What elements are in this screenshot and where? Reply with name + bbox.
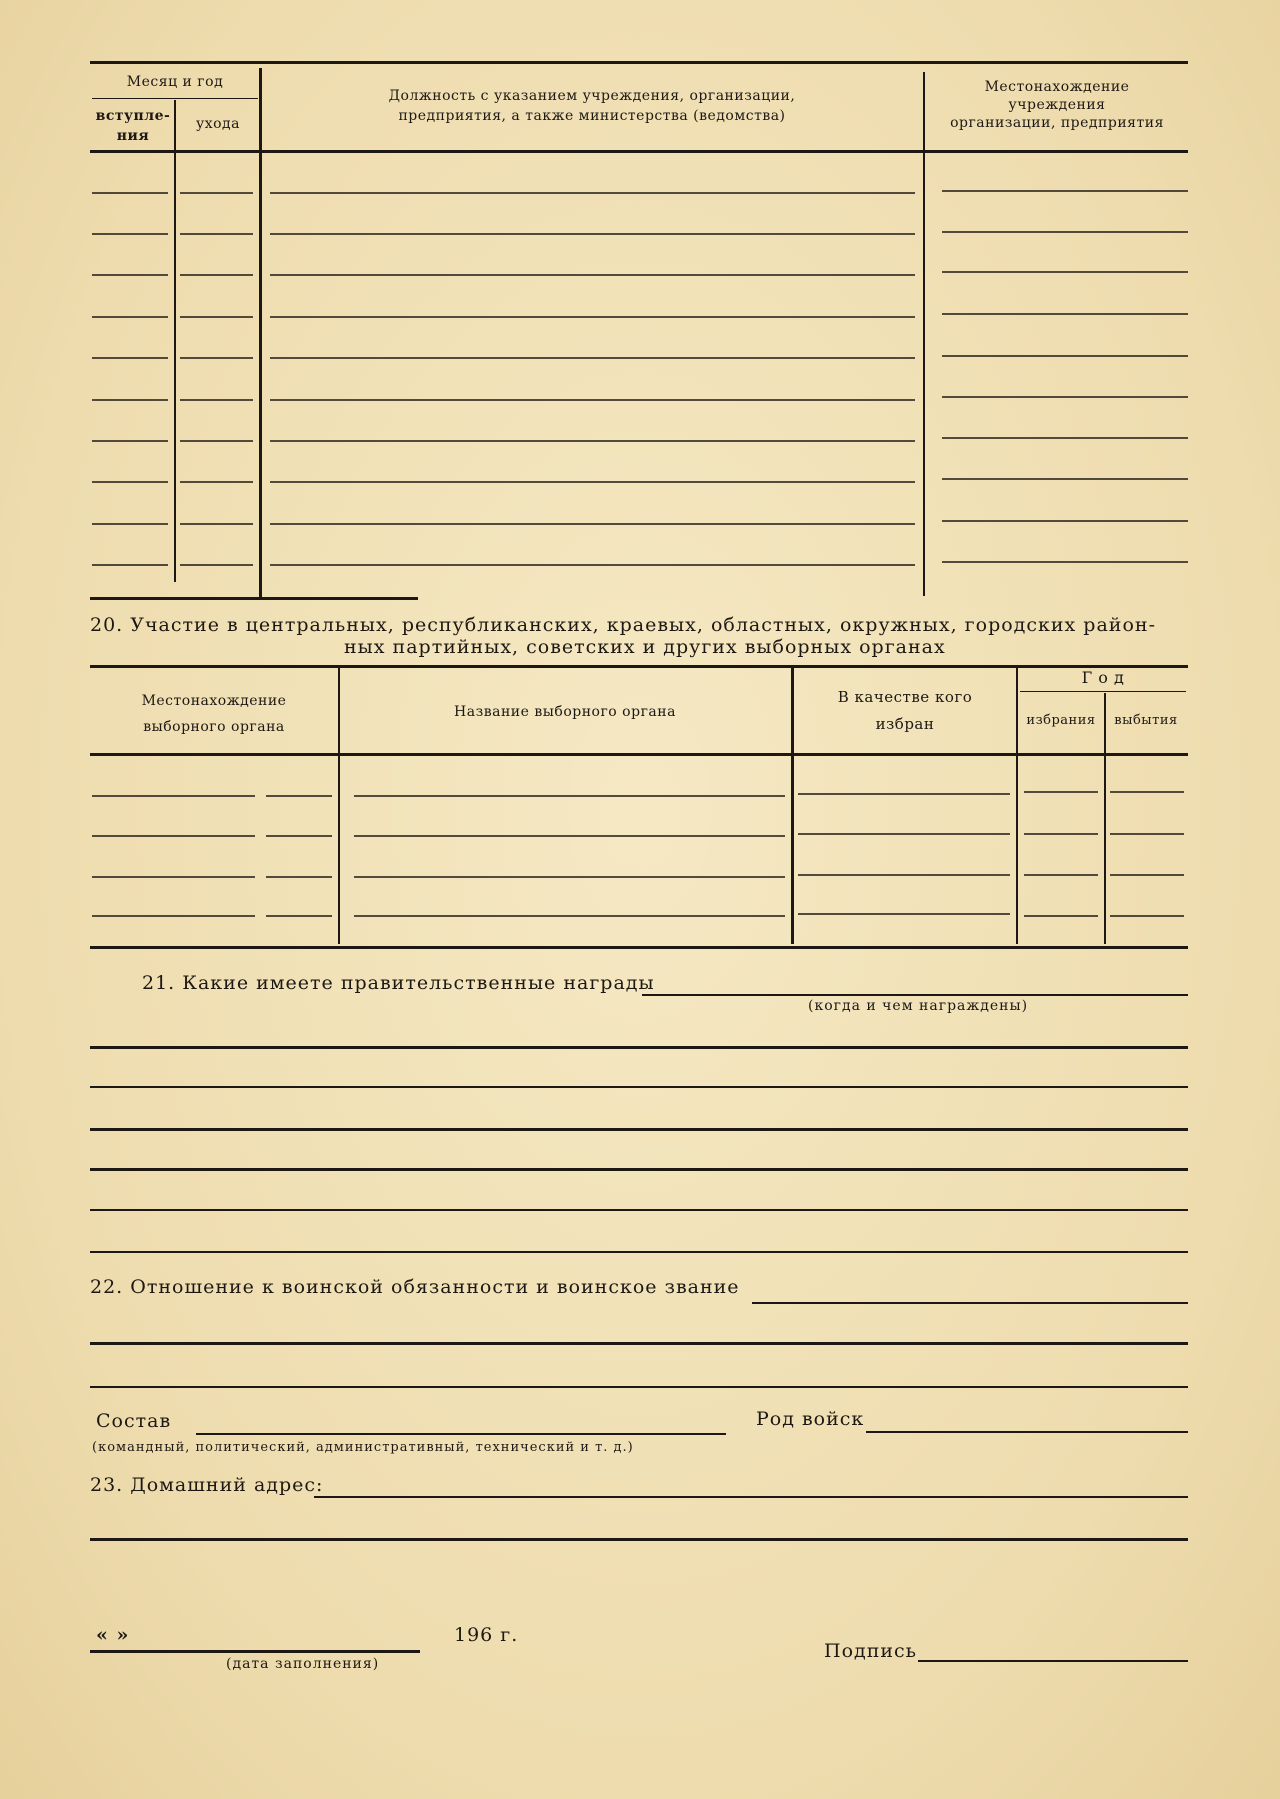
q20-title-line2: ных партийных, советских и других выборных органах: [344, 636, 946, 658]
q20-title-line1: 20. Участие в центральных, республиканских, краевых, областных, окружных, городских район-: [90, 614, 1156, 636]
q21-line-6[interactable]: [90, 1251, 1188, 1253]
q22-answer-line[interactable]: [752, 1302, 1188, 1304]
date-quotes: « »: [96, 1624, 130, 1646]
table20-bottom-border: [90, 946, 1188, 949]
q21-line-2[interactable]: [90, 1086, 1188, 1088]
signature-line[interactable]: [918, 1660, 1188, 1662]
q21-answer-line[interactable]: [642, 994, 1188, 996]
header-position: Должность с указанием учреждения, организации, предприятия, а также министерства (ведомства): [388, 88, 796, 124]
q21-label: 21. Какие имеете правительственные награды: [142, 972, 655, 994]
header-as-whom: В качестве кого избран: [837, 688, 973, 733]
header-leave: ухода: [195, 116, 241, 132]
q22-line-1[interactable]: [90, 1342, 1188, 1345]
composition-answer-line[interactable]: [196, 1433, 726, 1435]
q21-hint: (когда и чем награждены): [808, 998, 1029, 1014]
date-line[interactable]: [90, 1650, 420, 1653]
header-left-year: выбытия: [1114, 713, 1178, 728]
signature-label: Подпись: [824, 1640, 918, 1662]
date-hint: (дата заполнения): [226, 1656, 380, 1672]
year-label: 196 г.: [454, 1624, 519, 1646]
q21-line-1[interactable]: [90, 1046, 1188, 1049]
composition-hint: (командный, политический, административный, технический и т. д.): [92, 1440, 634, 1455]
q23-answer-line[interactable]: [314, 1496, 1188, 1498]
header-year: Г о д: [1081, 668, 1125, 687]
q23-label: 23. Домашний адрес:: [90, 1474, 324, 1496]
q22-label: 22. Отношение к воинской обязанности и воинское звание: [90, 1276, 740, 1298]
table19-row-lines: [0, 0, 1280, 620]
table19-bottom-border: [90, 597, 418, 600]
header-elected-location: Местонахождение выборного органа: [141, 693, 287, 735]
header-elected-name: Название выборного органа: [454, 704, 676, 720]
q21-line-5[interactable]: [90, 1209, 1188, 1211]
q22-line-2[interactable]: [90, 1386, 1188, 1388]
branch-answer-line[interactable]: [866, 1431, 1188, 1433]
q21-line-3[interactable]: [90, 1128, 1188, 1131]
header-year-divider: [1020, 691, 1186, 692]
branch-label: Род войск: [756, 1408, 865, 1430]
composition-label: Состав: [96, 1410, 172, 1432]
table20-row-lines: [0, 740, 1280, 950]
header-month-year: Месяц и год: [126, 74, 224, 90]
header-entry: вступле- ния: [95, 108, 171, 144]
header-location: Местонахождение учреждения организации, предприятия: [950, 79, 1164, 131]
header-elected-year: избрания: [1026, 713, 1096, 728]
q21-line-4[interactable]: [90, 1168, 1188, 1171]
q23-line-2[interactable]: [90, 1538, 1188, 1541]
